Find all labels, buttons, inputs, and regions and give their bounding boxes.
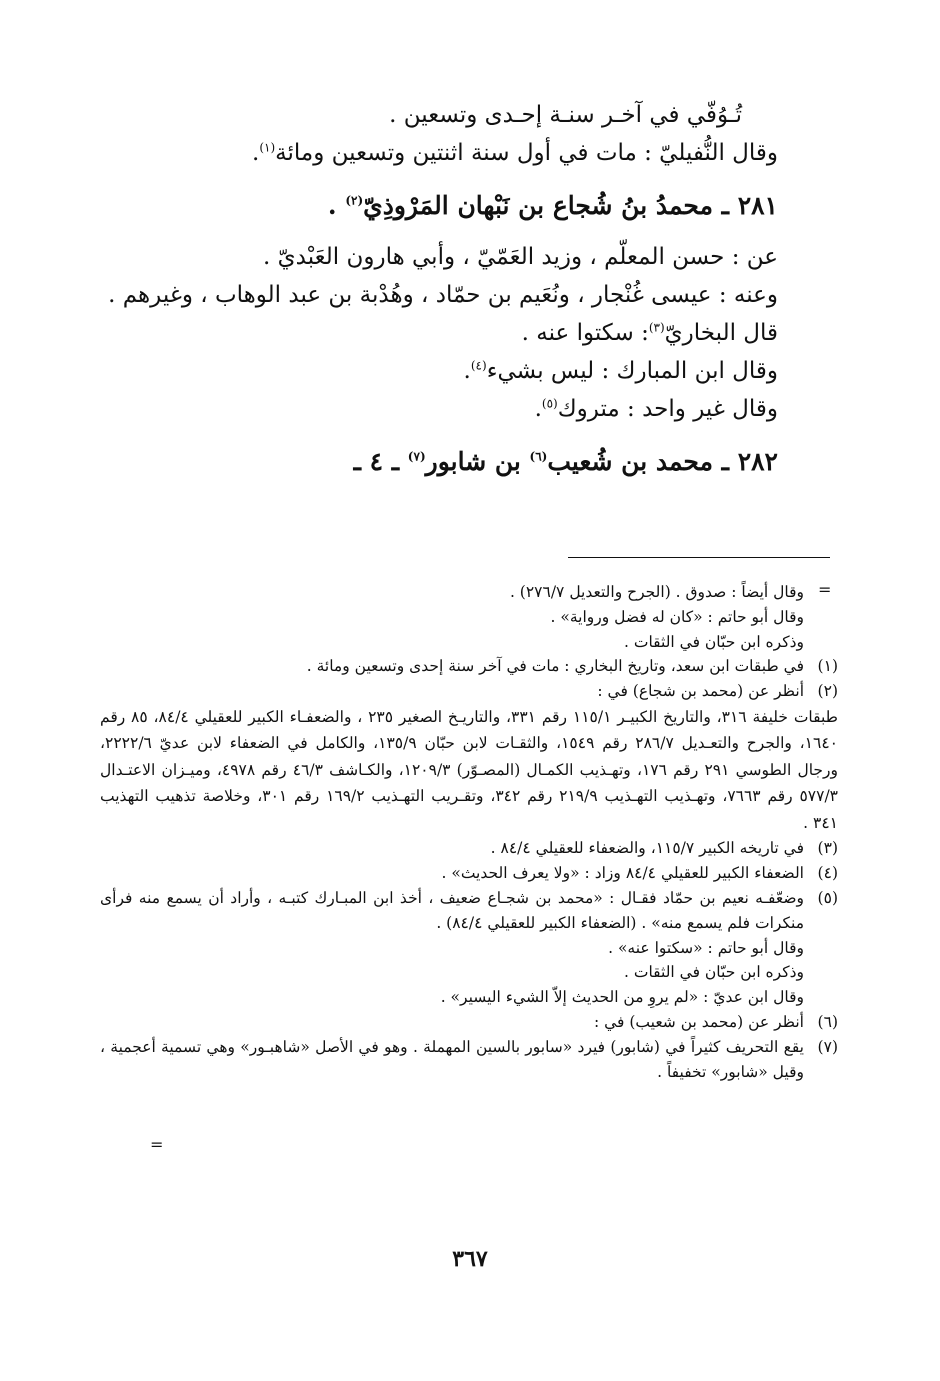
- text-line-2-body: وقال النُّفيليّ : مات في أول سنة اثنتين وتسعين ومائة: [275, 140, 778, 166]
- footnote-separator: [568, 557, 830, 558]
- footnote-ref-2: (٢): [345, 193, 364, 208]
- entry-282-heading: [110, 440, 778, 484]
- footnote-7-number: (٧): [817, 1037, 838, 1056]
- page-number: ٣٦٧: [452, 1246, 488, 1272]
- footnote-5: [100, 886, 838, 936]
- footnote-continued-line-1: وقال أيضاً : صدوق . (الجرح والتعديل ٢٧٦/٧) .: [509, 583, 804, 601]
- footnotes: [100, 580, 838, 1084]
- footnote-5-line-2: وقال أبو حاتم : «سكتوا عنه» .: [608, 938, 804, 957]
- footnote-7-text: يقع التحريف كثيراً في (شابور) فيرد «سابور بالسين المهملة . وهو في الأصل «شاهبـور» وهي تسمية أعجمية ، وقيل «شابور» تخفيفاً .: [100, 1037, 804, 1081]
- text-line-2-end: .: [252, 140, 260, 166]
- mubarak-line: [110, 352, 778, 390]
- footnote-5-text: وضعّفـه نعيم بن حمّاد فقـال : «محمد بن شجـاع ضعيف ، أخذ ابن المبـارك كتبـه ، وأراد أن يسمع منه فرأى منكرات فلم يسمع منه» . (الضعفاء الكبير للعقيلي ٨٤/٤) .: [100, 889, 804, 932]
- others-line: [110, 390, 778, 428]
- others-pre: وقال غير واحد : متروك: [557, 396, 778, 422]
- footnote-4: [100, 861, 838, 886]
- continuation-mark-bottom: =: [150, 1135, 164, 1154]
- text-line-1: تُـوُفّي في آخـر سنـة إحـدى وتسعين .: [389, 102, 742, 128]
- footnote-ref-7: (٧): [407, 449, 426, 464]
- main-text: [110, 96, 778, 484]
- continuation-mark-top: =: [818, 580, 832, 599]
- footnote-3-text: في تاريخه الكبير ١١٥/٧، والضعفاء للعقيلي ٨٤/٤ .: [490, 839, 804, 858]
- footnote-1-text: في طبقات ابن سعد، وتاريخ البخاري : مات في آخر سنة إحدى وتسعين ومائة .: [306, 657, 804, 676]
- footnote-6: [100, 1010, 838, 1035]
- entry-281-end: .: [327, 191, 346, 220]
- footnote-6-number: (٦): [817, 1013, 838, 1032]
- footnote-4-number: (٤): [817, 864, 838, 883]
- footnote-5-line-3: وذكره ابن حبّان في الثقات .: [624, 963, 804, 982]
- others-post: .: [534, 396, 542, 422]
- entry-281-heading: [110, 184, 778, 228]
- footnote-5-number: (٥): [817, 889, 838, 908]
- footnote-ref-6: (٦): [529, 449, 548, 464]
- bukhari-line: [110, 314, 778, 352]
- entry-282-pre: ٢٨٢ ـ محمد بن شُعيب: [547, 447, 778, 476]
- entry-282-post: ـ ٤ ـ: [353, 447, 408, 476]
- mubarak-post: .: [463, 358, 471, 384]
- footnote-2: [100, 679, 838, 704]
- footnote-1-number: (١): [817, 657, 838, 676]
- footnote-1: [100, 654, 838, 679]
- footnote-3-number: (٣): [817, 839, 838, 858]
- students-line: وعنه : عيسى غُنْجار ، ونُعَيم بن حمّاد ، وهُدْبة بن عبد الوهاب ، وغيرهم .: [108, 282, 778, 308]
- footnote-continued-line-3: وذكره ابن حبّان في الثقات .: [624, 632, 804, 651]
- bukhari-pre: قال البخاريّ: [664, 320, 778, 346]
- teachers-line: عن : حسن المعلّم ، وزيد العَمّيّ ، وأبي هارون العَبْديّ .: [263, 244, 778, 270]
- footnote-ref-4: (٤): [470, 358, 487, 373]
- mubarak-pre: وقال ابن المبارك : ليس بشيء: [486, 358, 778, 384]
- footnote-4-text: الضعفاء الكبير للعقيلي ٨٤/٤ وزاد : «ولا يعرف الحديث» .: [441, 864, 804, 883]
- entry-282-mid: بن شابور: [425, 447, 530, 476]
- footnote-5-line-4: وقال ابن عديّ : «لم يروِ من الحديث إلاّ الشيء اليسير» .: [440, 988, 804, 1007]
- footnote-ref-5: (٥): [541, 396, 558, 411]
- footnote-ref-3: (٣): [648, 320, 665, 335]
- footnote-2-text: أنظر عن (محمد بن شجاع) في :: [597, 682, 804, 701]
- footnote-2-sources: طبقات خليفة ٣١٦، والتاريخ الكبيـر ١١٥/١ رقم ٣٣١، والتاريـخ الصغير ٢٣٥ ، والضعفـاء الكبير للعقيلي ٨٤/٤، ٨٥ رقم ١٦٤٠، والجرح والتعـديل ٢٨٦/٧ رقم ١٥٤٩، والثقـات لابن حبّان ١٣٥/٩، والكامل في الضعفاء لابن عديّ ٢٢٢٢/٦، ورجال الطوسي ٢٩١ رقم ١٧٦، وتهـذيب الكمـال (المصـوّر) ١٢٠٩/٣، والكـاشف ٤٦/٣ رقم ٤٩٧٨، وميـزان الاعتـدال ٥٧٧/٣ رقم ٧٦٦٣، وتهـذيب التهـذيب ٢١٩/٩ رقم ٣٤٢، وتقـريب التهـذيب ١٦٩/٢ رقم ٣٠١، وخلاصة تذهيب التهذيب ٣٤١ .: [100, 707, 839, 832]
- footnote-7: [100, 1035, 838, 1085]
- footnote-continued-line-2: وقال أبو حاتم : «كان له فضل ورواية» .: [550, 607, 804, 626]
- footnote-2-number: (٢): [817, 682, 838, 701]
- footnote-6-text: أنظر عن (محمد بن شعيب) في :: [593, 1013, 804, 1032]
- footnote-ref-1: (١): [259, 140, 276, 155]
- footnote-3: [100, 836, 838, 861]
- text-line-2: [110, 134, 778, 172]
- entry-281-title: ٢٨١ ـ محمدُ بنُ شُجاع بن نَبْهان المَرْوذِيّ: [363, 191, 778, 220]
- bukhari-post: : سكتوا عنه .: [521, 320, 649, 346]
